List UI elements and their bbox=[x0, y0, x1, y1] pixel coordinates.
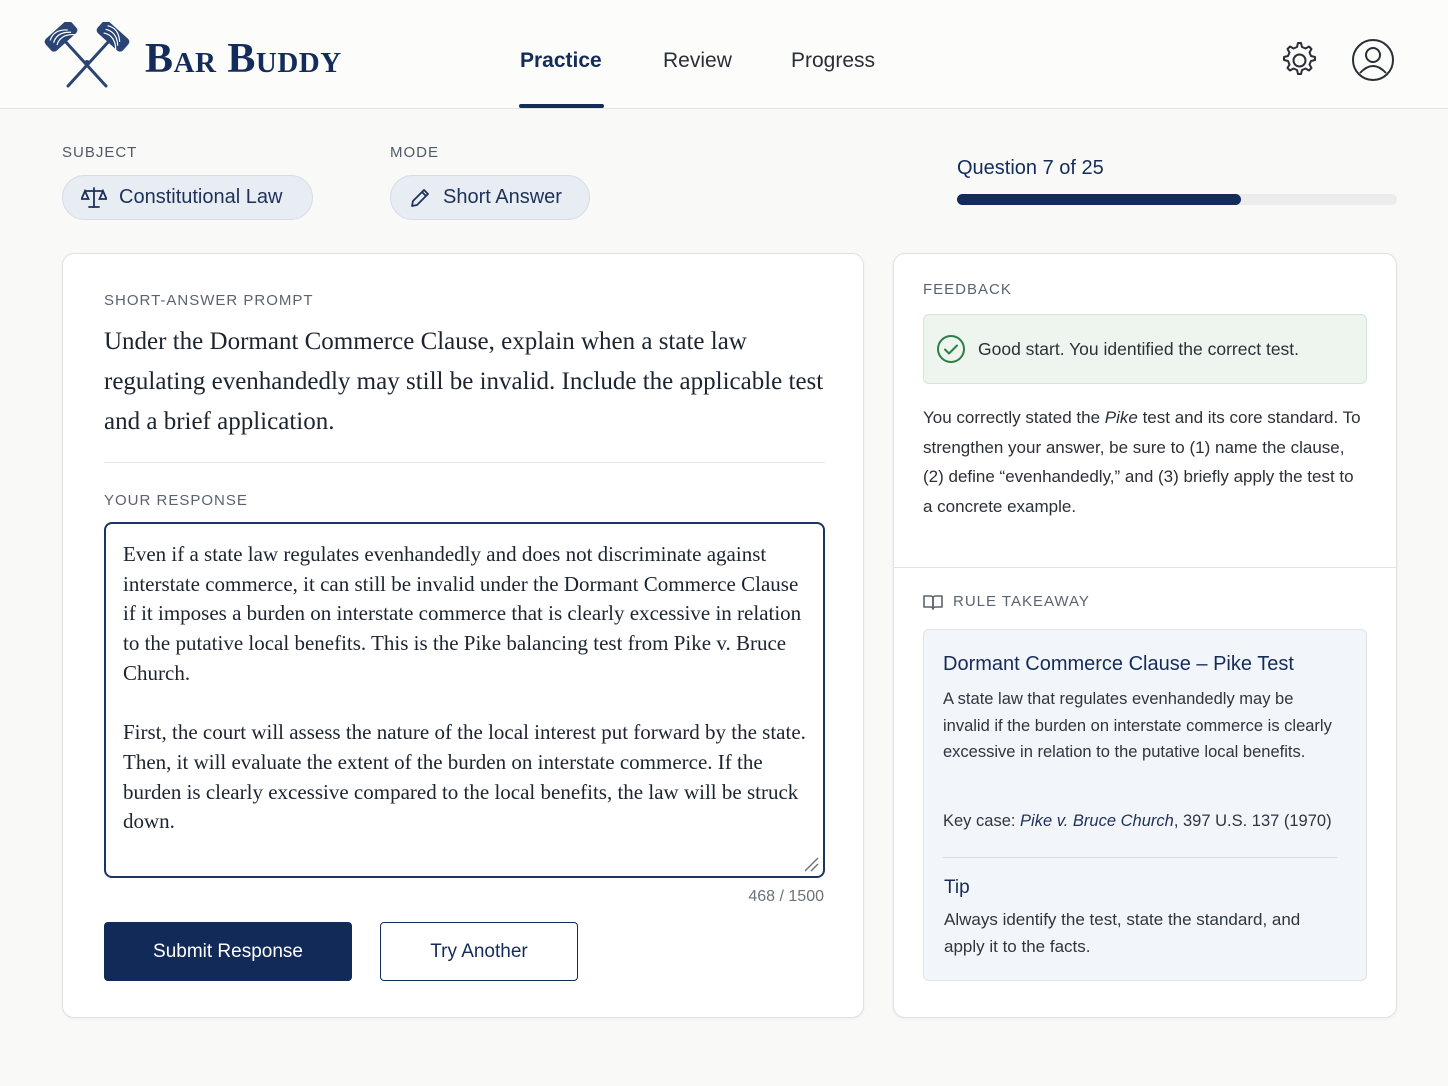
tab-review[interactable]: Review bbox=[663, 49, 732, 72]
rule-takeaway-label: RULE TAKEAWAY bbox=[953, 593, 1090, 610]
response-label: YOUR RESPONSE bbox=[104, 492, 248, 509]
user-avatar-icon[interactable] bbox=[1351, 38, 1395, 82]
feedback-label: FEEDBACK bbox=[923, 281, 1012, 298]
question-progress-bar bbox=[957, 194, 1397, 205]
tip-title: Tip bbox=[944, 877, 970, 898]
resize-handle-icon[interactable] bbox=[803, 856, 819, 872]
gear-icon[interactable] bbox=[1276, 38, 1320, 82]
rule-takeaway-box bbox=[923, 629, 1367, 981]
check-circle-icon bbox=[936, 334, 966, 364]
question-progress-fill bbox=[957, 194, 1241, 205]
book-icon bbox=[923, 594, 943, 610]
feedback-card bbox=[893, 253, 1397, 1018]
divider bbox=[894, 567, 1396, 568]
rule-body: A state law that regulates evenhandedly may be invalid if the burden on interstate commerce is clearly excessive in relation to the putative local benefits. bbox=[943, 690, 1332, 761]
divider bbox=[943, 857, 1337, 858]
feedback-body bbox=[923, 403, 1363, 522]
tab-practice[interactable]: Practice bbox=[520, 49, 602, 72]
feedback-banner bbox=[923, 314, 1367, 384]
tip-body: Always identify the test, state the standard, and apply it to the facts. bbox=[944, 910, 1301, 956]
feedback-banner-text: Good start. You identified the correct test. bbox=[978, 338, 1300, 359]
key-case-label: Key case: bbox=[943, 812, 1021, 830]
feedback-body-italic: Pike bbox=[1104, 408, 1138, 427]
question-counter: Question 7 of 25 bbox=[957, 157, 1104, 179]
response-textarea[interactable] bbox=[104, 522, 825, 878]
app-header bbox=[0, 0, 1448, 109]
key-case-name: Pike v. Bruce Church bbox=[1020, 812, 1174, 830]
pencil-icon bbox=[409, 187, 431, 209]
key-case-citation: , 397 U.S. 137 (1970) bbox=[1173, 812, 1332, 830]
subject-selector[interactable] bbox=[62, 175, 313, 220]
feedback-body-post: test and its core standard. To strengthen your answer, be sure to (1) name the clause, (2) define “evenhandedly,” and (3) briefly apply the test to a concrete example. bbox=[923, 408, 1361, 517]
mode-value: Short Answer bbox=[443, 186, 562, 208]
mode-selector[interactable] bbox=[390, 175, 590, 220]
subject-label: SUBJECT bbox=[62, 144, 138, 161]
rule-title: Dormant Commerce Clause – Pike Test bbox=[943, 653, 1294, 675]
gavels-logo-icon bbox=[42, 22, 132, 92]
brand-name: Bar Buddy bbox=[145, 36, 342, 82]
character-count: 468 / 1500 bbox=[748, 888, 824, 905]
divider bbox=[104, 462, 825, 463]
feedback-body-pre: You correctly stated the bbox=[923, 408, 1105, 427]
submit-response-button[interactable]: Submit Response bbox=[104, 922, 352, 981]
rule-takeaway-header bbox=[923, 593, 1090, 610]
mode-label: MODE bbox=[390, 144, 439, 161]
prompt-text: Under the Dormant Commerce Clause, explain when a state law regulating evenhandedly may still be invalid. Include the applicable test and a brief application. bbox=[104, 328, 824, 435]
response-text: Even if a state law regulates evenhandedly and does not discriminate against interstate commerce, it can still be invalid under the Dormant Commerce Clause if it imposes a burden on interstate commerce that is clearly excessive in relation to the putative local benefits. This is the Pike balancing test from Pike v. Bruce Church. First, the court will assess the nature of the local interest put forward by the state. Then, it will evaluate the extent of the burden on interstate commerce. If the burden is clearly excessive compared to the local benefits, the law will be struck down. bbox=[123, 542, 806, 834]
active-tab-indicator bbox=[519, 104, 604, 108]
tab-progress[interactable]: Progress bbox=[791, 49, 876, 72]
subject-value: Constitutional Law bbox=[119, 186, 283, 208]
prompt-label: SHORT-ANSWER PROMPT bbox=[104, 292, 314, 309]
prompt-response-card bbox=[62, 253, 864, 1018]
scales-icon bbox=[81, 186, 107, 210]
key-case bbox=[943, 808, 1332, 834]
try-another-button[interactable]: Try Another bbox=[380, 922, 578, 981]
